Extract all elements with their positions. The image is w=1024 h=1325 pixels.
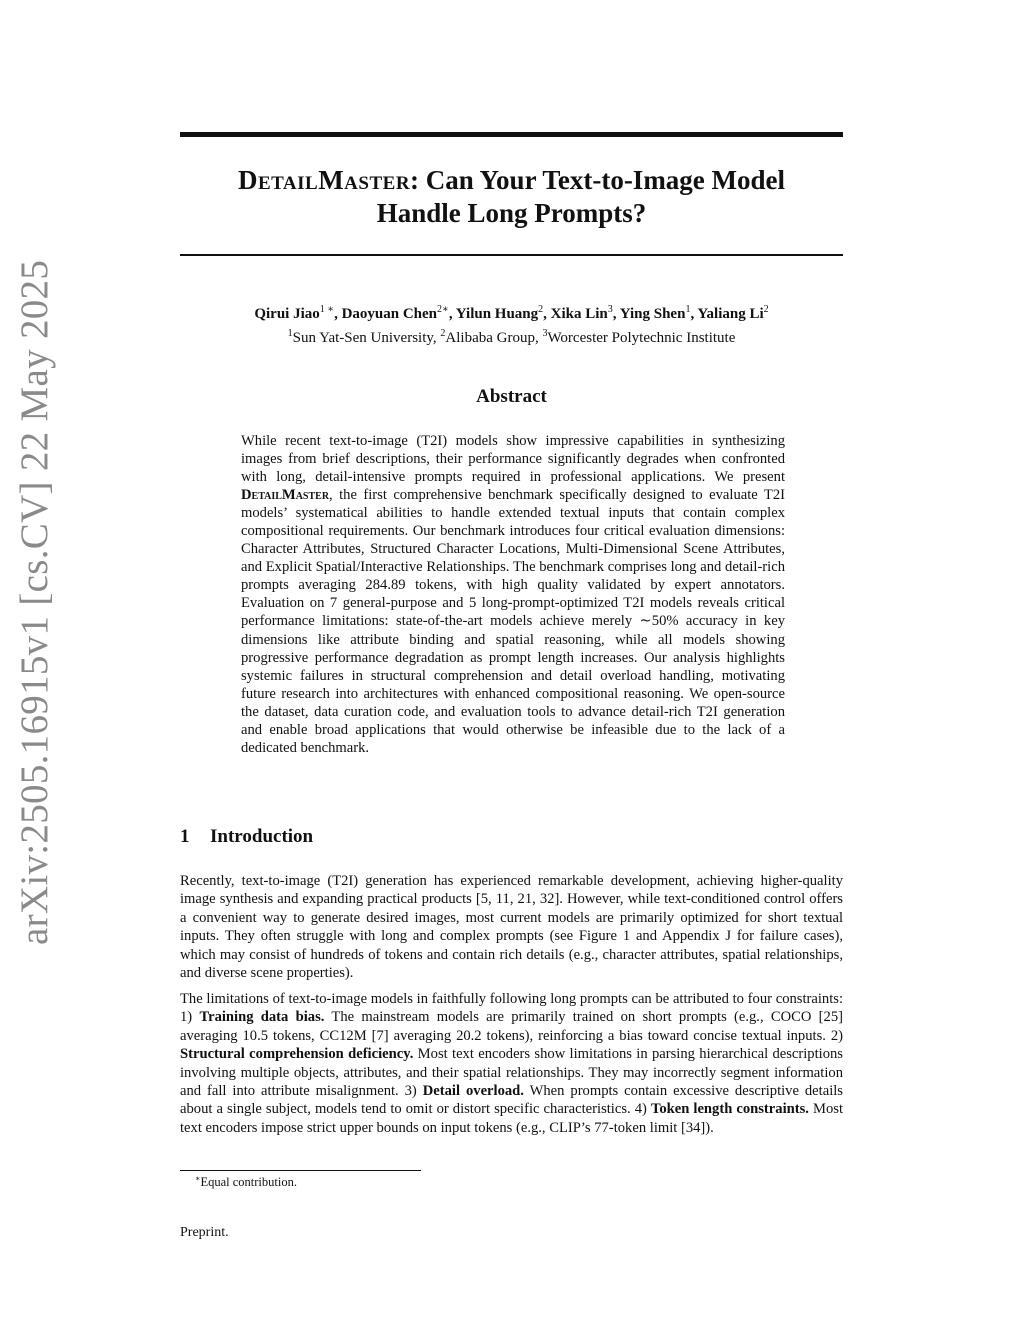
author-block <box>180 300 843 348</box>
abstract-text: While recent text-to-image (T2I) models show impressive capabilities in synthesizing images from brief descriptions, their performance significantly degrades when confronted with long, detail-intensive prompts required in professional applications. We present DetailMaster, the first comprehensive benchmark specifically designed to evaluate T2I models’ systematical abilities to handle extended textual inputs that contain complex compositional requirements. Our benchmark introduces four critical evaluation dimensions: Character Attributes, Structured Character Locations, Multi-Dimensional Scene Attributes, and Explicit Spatial/Interactive Relationships. The benchmark comprises long and detail-rich prompts averaging 284.89 tokens, with high quality validated by expert annotators. Evaluation on 7 general-purpose and 5 long-prompt-optimized T2I models reveals critical performance limitations: state-of-the-art models achieve merely ∼50% accuracy in key dimensions like attribute binding and spatial reasoning, while all models showing progressive performance degradation as prompt length increases. Our analysis highlights systemic failures in structural comprehension and detail overload handling, motivating future research into architectures with enhanced compositional reasoning. We open-source the dataset, data curation code, and evaluation tools to advance detail-rich T2I generation and enable broad applications that would otherwise be infeasible due to the lack of a dedicated benchmark. <box>241 433 785 756</box>
intro-paragraph-1: Recently, text-to-image (T2I) generation has experienced remarkable development, achieving higher-quality image synthesis and expanding practical products [5, 11, 21, 32]. However, while text-conditioned control offers a convenient way to generate desired images, most current models are primarily optimized for short textual inputs. They often struggle with long and complex prompts (see Figure 1 and Appendix J for failure cases), which may consist of hundreds of tokens and contain rich details (e.g., character attributes, spatial relationships, and diverse scene properties). <box>180 873 843 982</box>
footnote-rule <box>180 1170 421 1171</box>
affiliations: $^1$Sun Yat-Sen University, $^2$Alibaba Group, $^3$Worcester Polytechnic Institute <box>287 328 736 346</box>
footer-preprint: Preprint. <box>180 1225 229 1240</box>
arxiv-stamp: arXiv:2505.16915v1 [cs.CV] 22 May 2025 <box>13 259 56 945</box>
footnote: ∗Equal contribution. <box>195 1174 297 1190</box>
title-bottom-rule <box>180 254 843 256</box>
author-names: Qirui Jiao$^{1 ∗}$, Daoyuan Chen$^{2∗}$, Yilun Huang$^2$, Xika Lin$^3$, Ying Shen$^1$, Yaliang Li$^2$ <box>254 304 769 322</box>
section-heading-introduction: 1 Introduction <box>180 826 314 847</box>
intro-paragraph-2: The limitations of text-to-image models in faithfully following long prompts can be attributed to four constraints: 1) Training data bias. The mainstream models are primarily trained on short prompts (e.g., COCO [25] averaging 10.5 tokens, CC12M [7] averaging 20.2 tokens), reinforcing a bias toward concise textual inputs. 2) Structural comprehension deficiency. Most text encoders show limitations in parsing hierarchical descriptions involving multiple objects, attributes, and their spatial relationships. They may incorrectly segment information and fall into attribute misalignment. 3) Detail overload. When prompts contain excessive descriptive details about a single subject, models tend to omit or distort specific characteristics. 4) Token length constraints. Most text encoders impose strict upper bounds on input tokens (e.g., CLIP’s 77-token limit [34]). <box>180 991 843 1136</box>
paper-title <box>180 164 843 230</box>
abstract-benchmark-name: DetailMaster <box>241 487 330 504</box>
title-line2: Handle Long Prompts? <box>376 198 647 228</box>
benchmark-name: DetailMaster <box>237 165 411 195</box>
title-top-rule <box>180 132 843 137</box>
abstract-heading: Abstract <box>476 386 547 407</box>
title-line1-rest: : Can Your Text-to-Image Model <box>410 165 786 195</box>
